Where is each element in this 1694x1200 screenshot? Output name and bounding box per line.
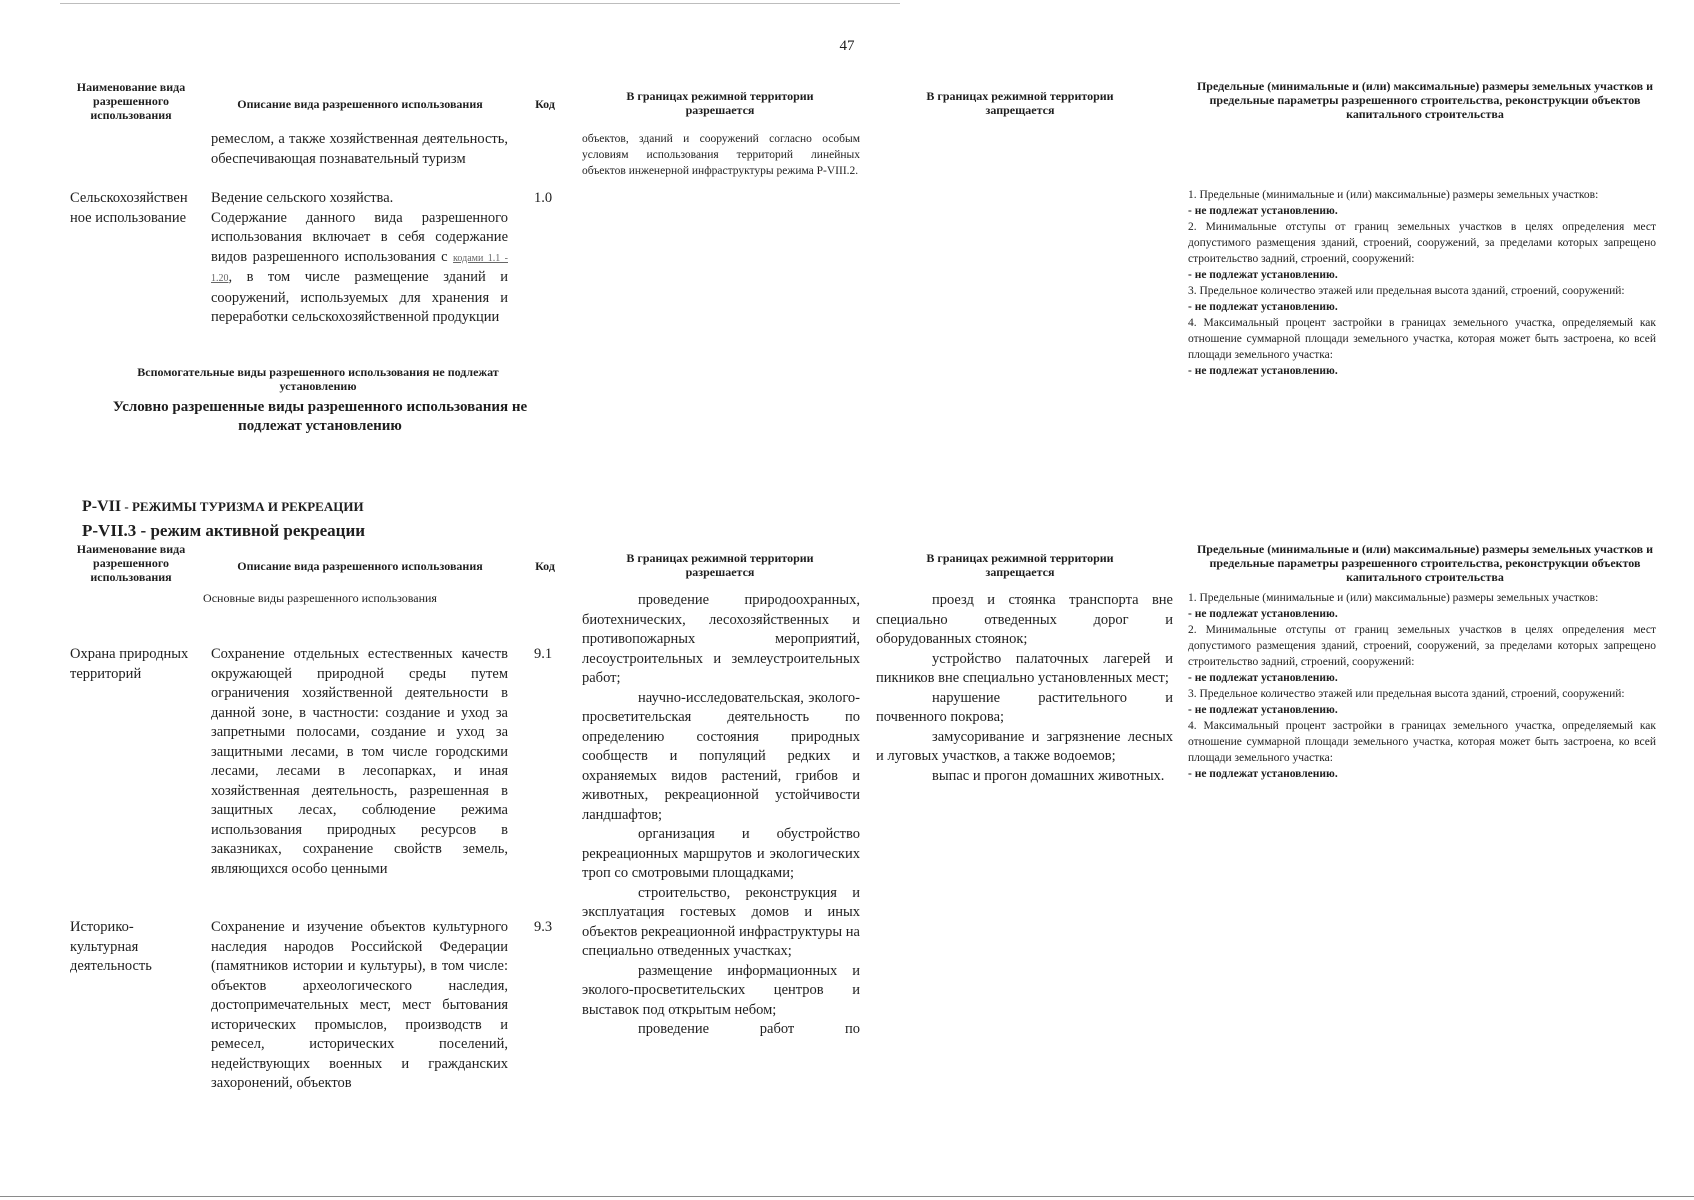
row-name-nature-protection: Охрана природных территорий — [70, 646, 189, 682]
allowed-continued: объектов, зданий и сооружений согласно особым условиям использования территорий линейных объектов инженерной инфраструктуры режима Р-VIII.2. — [582, 133, 860, 177]
header-limits-2: Предельные (минимальные и (или) максимальные) размеры земельных участков и предельные параметры разрешенного строительства, реконструкции объектов капитального строительства — [1196, 542, 1654, 584]
allowed-item: проведение природоохранных, биотехнических, лесохозяйственных и противопожарных мероприятий, лесоустроительных и землеустроительных работ; — [582, 592, 860, 686]
row-description-agricultural — [211, 189, 508, 328]
limit-coverage: 4. Максимальный процент застройки в границах земельного участка, определяемый как отношение суммарной площади земельного участка, которая может быть застроена, ко всей площади земельного участка: — [1188, 317, 1656, 361]
row-description-text: Содержание данного вида разрешенного использования включает в себя содержание видов разрешенного использования с — [211, 209, 508, 265]
description-continued: ремеслом, а также хозяйственная деятельность, обеспечивающая познавательный туризм — [211, 131, 508, 167]
limit-setbacks: 2. Минимальные отступы от границ земельных участков в целях определения мест допустимого размещения зданий, строений, сооружений, за пределами которых запрещено строительство задний, строений, сооружений: — [1188, 624, 1656, 668]
limits-block-top — [1188, 187, 1656, 379]
header-code-2: Код — [535, 559, 555, 573]
forbidden-list — [876, 591, 1173, 786]
forbidden-item: замусоривание и загрязнение лесных и луговых участков, а также водоемов; — [876, 728, 1173, 764]
section-title — [82, 498, 364, 516]
row-description-line1: Ведение сельского хозяйства. — [211, 190, 394, 206]
header-limits: Предельные (минимальные и (или) максимальные) размеры земельных участков и предельные параметры разрешенного строительства, реконструкции объектов капитального строительства — [1196, 79, 1654, 121]
row-code-nature-protection: 9.1 — [534, 646, 553, 662]
limit-setbacks-value: - не подлежат установлению. — [1188, 269, 1338, 281]
section-title-text: - РЕЖИМЫ ТУРИЗМА И РЕКРЕАЦИИ — [121, 499, 364, 514]
page-number: 47 — [839, 38, 855, 54]
forbidden-item: выпас и прогон домашних животных. — [932, 767, 1165, 784]
scan-edge-top — [60, 3, 900, 4]
header-forbidden-2: В границах режимной территории запрещается — [926, 551, 1114, 579]
header-forbidden: В границах режимной территории запрещается — [926, 89, 1114, 117]
limit-floors-value: - не подлежат установлению. — [1188, 301, 1338, 313]
limit-floors-value: - не подлежат установлению. — [1188, 704, 1338, 716]
allowed-item: научно-исследовательская, эколого-просветительская деятельность по определению состояния природных сообществ и популяций редких и охраняемых видов растений, грибов и животных, рекреационной устойчивости ландшафтов; — [582, 689, 860, 823]
allowed-item: организация и обустройство рекреационных маршрутов и экологических троп со смотровыми площадками; — [582, 826, 860, 881]
row-code-historical-cultural: 9.3 — [534, 919, 553, 935]
main-types-heading: Основные виды разрешенного использования — [203, 591, 437, 605]
limit-coverage: 4. Максимальный процент застройки в границах земельного участка, определяемый как отношение суммарной площади земельного участка, которая может быть застроена, ко всей площади земельного участка: — [1188, 720, 1656, 764]
section-subtitle: Р-VII.3 - режим активной рекреации — [82, 521, 366, 540]
scan-edge-bottom — [0, 1196, 1694, 1197]
forbidden-item: проезд и стоянка транспорта вне специально отведенных дорог и оборудованных стоянок; — [876, 592, 1173, 647]
limit-setbacks-value: - не подлежат установлению. — [1188, 672, 1338, 684]
header-code: Код — [535, 97, 555, 111]
row-description-nature-protection: Сохранение отдельных естественных качеств окружающей природной среды путем ограничения хозяйственной деятельности в данной зоне, в частности: создание и уход за запретными полосами, создание и уход за защитными лесами, в том числе городскими лесами, лесами в лесопарках, и иная хозяйственная деятельность, разрешенная в защитных лесах, соблюдение режима использования природных ресурсов в заказниках, сохранение свойств земель, являющихся особо ценными — [211, 646, 508, 877]
header-description: Описание вида разрешенного использования — [237, 97, 483, 111]
conditional-types-note: Условно разрешенные виды разрешенного использования не подлежат установлению — [112, 399, 528, 434]
limit-coverage-value: - не подлежат установлению. — [1188, 365, 1338, 377]
allowed-item: строительство, реконструкция и эксплуатация гостевых домов и иных объектов рекреационной инфраструктуры на специально отведенных участках; — [582, 884, 860, 959]
row-name-agricultural: Сельскохозяйственное использование — [70, 190, 188, 226]
header-name-2: Наименование вида разрешенного использования — [76, 542, 186, 584]
row-description-historical-cultural: Сохранение и изучение объектов культурного наследия народов Российской Федерации (памятников истории и культуры), в том числе: объектов археологического наследия, достопримечательных мест, мест бытования исторических промыслов, производств и ремесел, исторических поселений, недействующих военных и гражданских захоронений, объектов — [211, 919, 508, 1091]
allowed-list — [582, 591, 860, 1040]
limit-sizes: 1. Предельные (минимальные и (или) максимальные) размеры земельных участков: — [1188, 189, 1599, 201]
row-name-historical-cultural: Историко-культурная деятельность — [70, 919, 152, 974]
codes-link[interactable]: кодами 1.1 - 1.20 — [211, 252, 508, 284]
row-code-agricultural: 1.0 — [534, 190, 553, 206]
header-description-2: Описание вида разрешенного использования — [237, 559, 483, 573]
limit-setbacks: 2. Минимальные отступы от границ земельных участков в целях определения мест допустимого размещения зданий, строений, сооружений, за пределами которых запрещено строительство задний, строений, сооружений: — [1188, 221, 1656, 265]
limits-block-bottom — [1188, 590, 1656, 782]
limit-sizes: 1. Предельные (минимальные и (или) максимальные) размеры земельных участков: — [1188, 592, 1599, 604]
row-description-text-2: , в том числе размещение зданий и сооружений, используемых для хранения и переработки сельскохозяйственной продукции — [211, 269, 508, 325]
header-name: Наименование вида разрешенного использования — [76, 80, 186, 122]
header-allowed: В границах режимной территории разрешается — [626, 89, 814, 117]
limit-floors: 3. Предельное количество этажей или предельная высота зданий, строений, сооружений: — [1188, 285, 1625, 297]
limit-sizes-value: - не подлежат установлению. — [1188, 205, 1338, 217]
allowed-item: размещение информационных и эколого-просветительских центров и выставок под открытым небом; — [582, 962, 860, 1018]
limit-floors: 3. Предельное количество этажей или предельная высота зданий, строений, сооружений: — [1188, 688, 1625, 700]
limit-sizes-value: - не подлежат установлению. — [1188, 608, 1338, 620]
section-title-code: Р-VII — [82, 498, 122, 515]
forbidden-item: нарушение растительного и почвенного покрова; — [876, 689, 1173, 725]
header-allowed-2: В границах режимной территории разрешается — [626, 551, 814, 579]
forbidden-item: устройство палаточных лагерей и пикников вне специально установленных мест; — [876, 650, 1173, 686]
auxiliary-types-note: Вспомогательные виды разрешенного использования не подлежат установлению — [137, 365, 499, 393]
limit-coverage-value: - не подлежат установлению. — [1188, 768, 1338, 780]
allowed-item: проведение работ по — [638, 1021, 860, 1037]
